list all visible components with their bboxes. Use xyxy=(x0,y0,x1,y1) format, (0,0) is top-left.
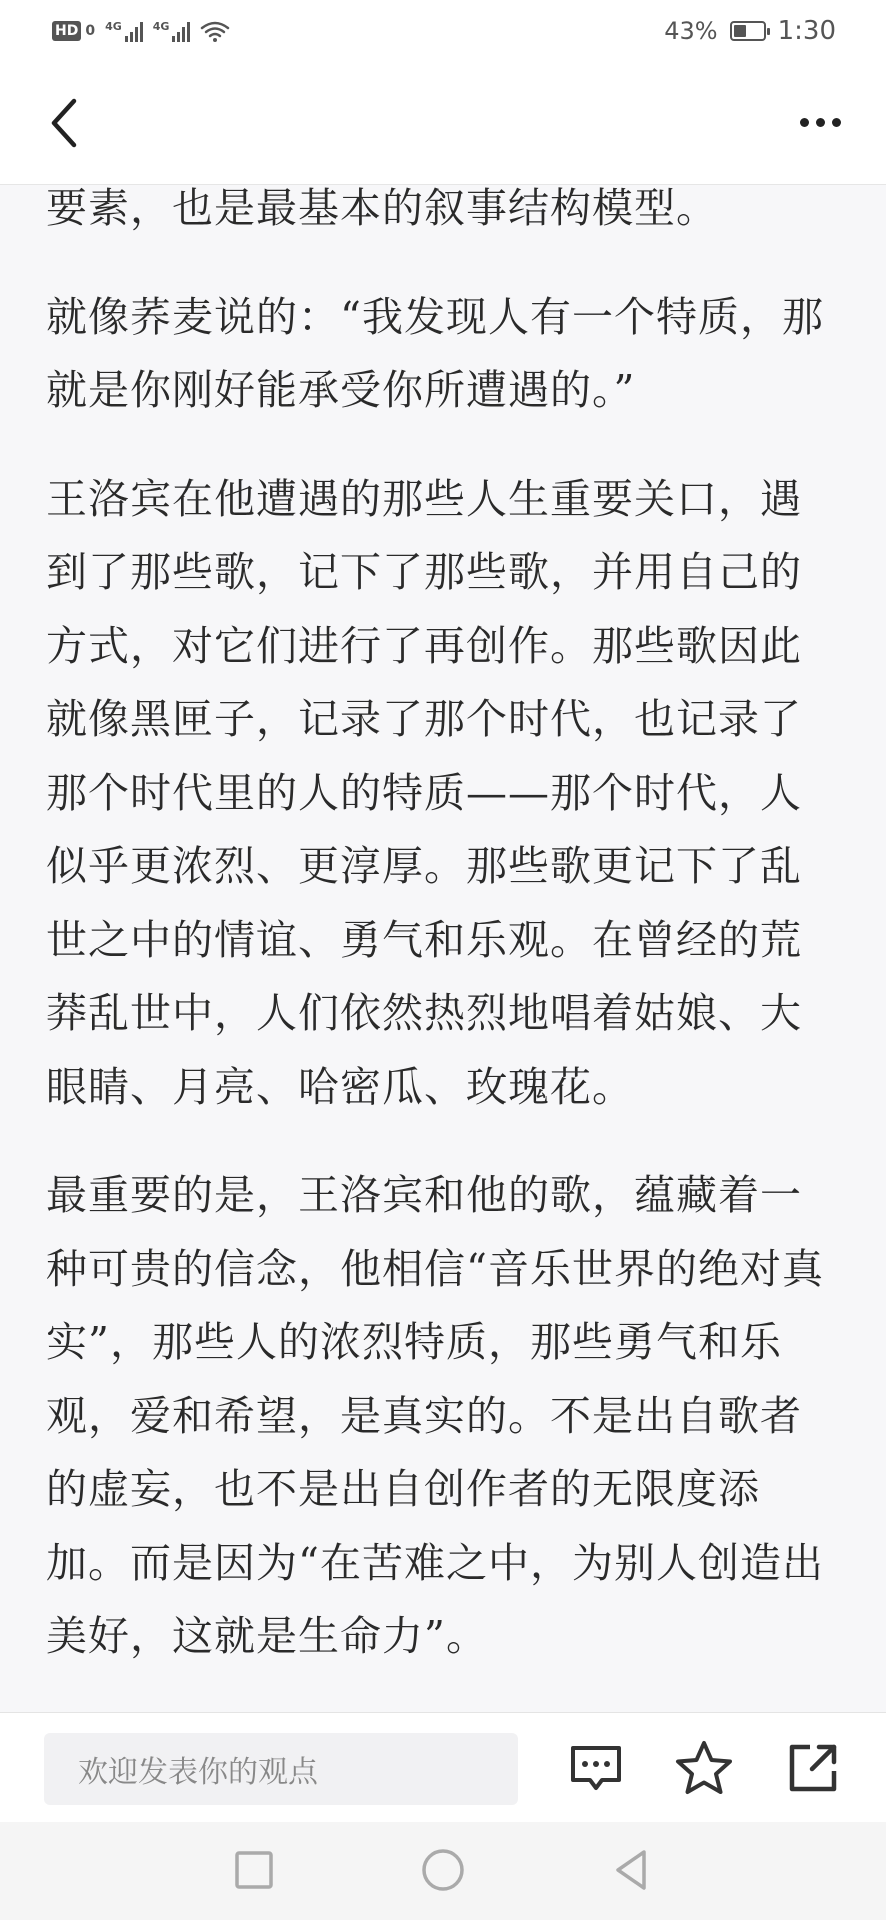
more-options-button[interactable] xyxy=(790,102,850,142)
status-right xyxy=(664,16,836,46)
circle-icon[interactable] xyxy=(419,1846,467,1894)
chevron-left-icon xyxy=(44,95,84,151)
article-paragraph: 王洛宾在他遭遇的那些人生重要关口，遇到了那些歌，记下了那些歌，并用自己的方式，对它们进行了再创作。那些歌因此就像黑匣子，记录了那个时代，也记录了那个时代里的人的特质——那个时代，人似乎更浓烈、更淳厚。那些歌更记下了乱世之中的情谊、勇气和乐观。在曾经的荒莽乱世中，人们依然热烈地唱着姑娘、大眼睛、月亮、哈密瓜、玫瑰花。 xyxy=(46,474,802,1111)
star-icon[interactable] xyxy=(674,1739,734,1797)
comment-input[interactable]: 欢迎发表你的观点 xyxy=(44,1733,518,1805)
article-text-column xyxy=(46,185,842,1674)
triangle-back-icon[interactable] xyxy=(608,1846,656,1894)
share-icon[interactable] xyxy=(786,1741,840,1795)
hd-badge: HD xyxy=(52,21,81,41)
article-content[interactable] xyxy=(0,185,886,1712)
signal-icon-sim1 xyxy=(105,20,143,42)
article-paragraph: 最重要的是，王洛宾和他的歌，蕴藏着一种可贵的信念，他相信“音乐世界的绝对真实”，那些人的浓烈特质，那些勇气和乐观，爱和希望，是真实的。不是出自歌者的虚妄，也不是出自创作者的无限度添加。而是因为“在苦难之中，为别人创造出美好，这就是生命力”。 xyxy=(46,1171,824,1660)
more-horizontal-icon-dot xyxy=(816,118,825,127)
signal-icon-sim2 xyxy=(153,20,191,42)
status-left xyxy=(52,19,230,43)
battery-level xyxy=(734,25,746,37)
back-button[interactable] xyxy=(44,92,100,154)
network-type-sim2: 4G xyxy=(152,20,170,33)
comment-bar xyxy=(0,1712,886,1822)
article-paragraph: 就像荞麦说的：“我发现人有一个特质，那就是你刚好能承受你所遭遇的。” xyxy=(46,292,824,414)
more-horizontal-icon-dot xyxy=(800,118,809,127)
network-type-sim1: 4G xyxy=(105,20,122,33)
battery-percentage: 43% xyxy=(664,17,718,45)
comment-icon[interactable] xyxy=(568,1741,624,1797)
more-horizontal-icon-dot xyxy=(832,118,841,127)
status-time: 1:30 xyxy=(777,16,836,46)
article-paragraph: 要素，也是最基本的叙事结构模型。 xyxy=(46,185,718,232)
top-nav-bar xyxy=(0,62,886,185)
square-icon[interactable] xyxy=(230,1846,278,1894)
wifi-icon xyxy=(200,19,230,43)
status-bar xyxy=(0,0,886,62)
hd-sub-label: 0 xyxy=(85,23,96,39)
system-navigation-bar xyxy=(0,1822,886,1920)
battery-icon xyxy=(730,21,766,41)
